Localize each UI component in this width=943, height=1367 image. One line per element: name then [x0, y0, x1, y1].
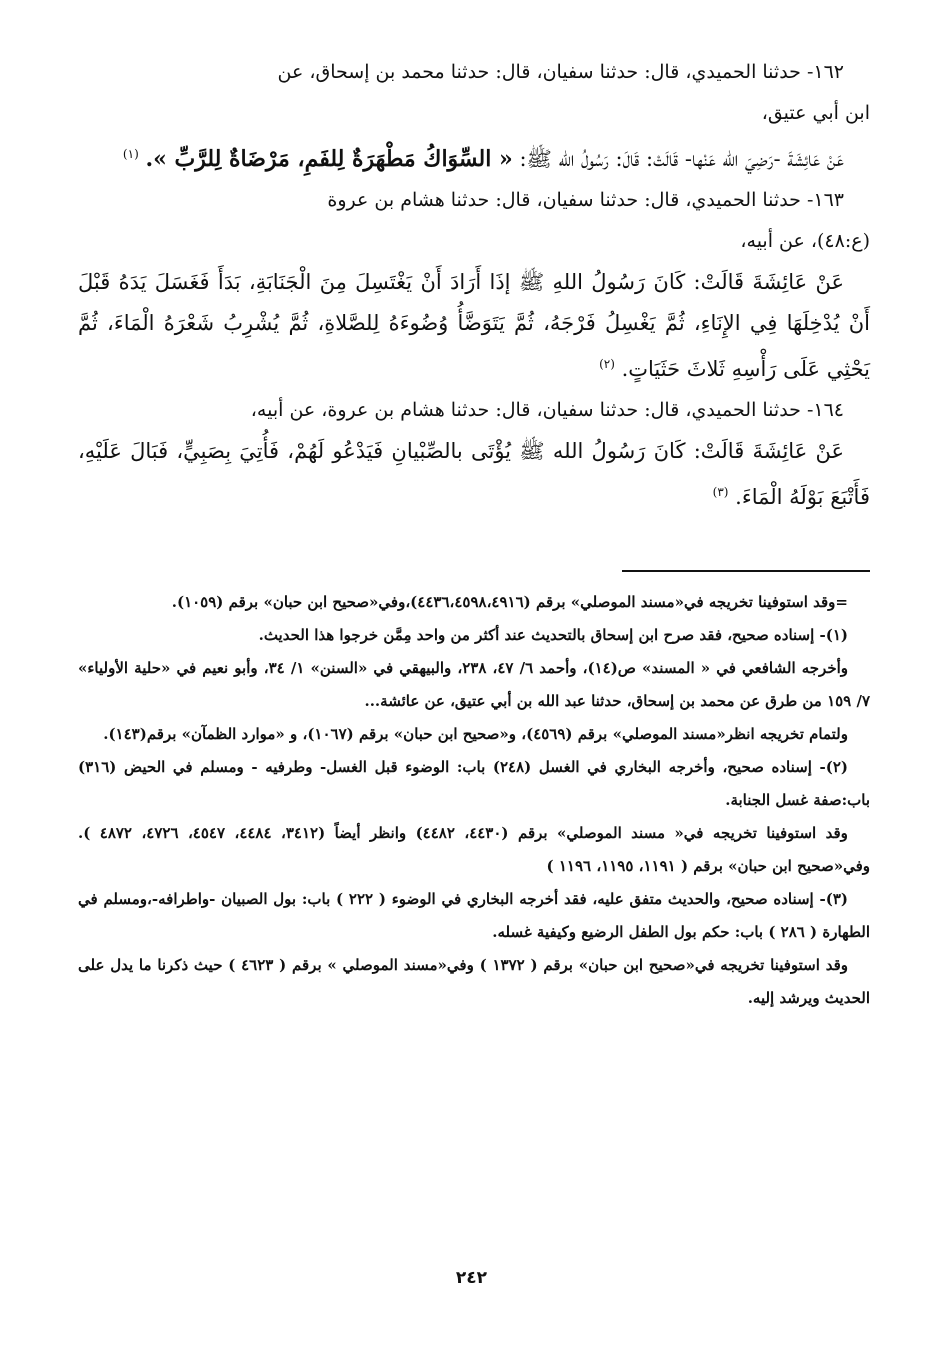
- footnote-divider: [622, 570, 870, 572]
- hadith-164-matn-text: عَنْ عَائِشَةَ قَالَتْ: كَانَ رَسُولُ الله ﷺ يُؤْتَى بالصِّبْيانِ فَيَدْعُو لَهُمْ، فَأُتِيَ بِصَبِيٍّ، فَبَالَ عَلَيْهِ، فَأَتْبَعَ بَوْلَهُ الْمَاءَ.: [78, 439, 870, 509]
- hadith-162-matn-bold: « السِّوَاكُ مَطْهَرَةٌ لِلفَمِ، مَرْضَاةٌ لِلرَّبِّ ».: [145, 146, 513, 172]
- footnote-line: =وقد استوفينا تخريجه في«مسند الموصلي» برقم (٤٤٣٦،٤٥٩٨،٤٩١٦)،وفي«صحيح ابن حبان» برقم (١٠٥٩).: [171, 593, 848, 611]
- hadith-164-footnote-ref: (٣): [712, 485, 729, 499]
- page-body: [78, 52, 870, 1015]
- hadith-164-matn: [78, 431, 870, 518]
- hadith-163-chain: ١٦٣- حدثنا الحميدي، قال: حدثنا سفيان، قال: حدثنا هشام بن عروة: [327, 189, 844, 211]
- footnote-line: ولتمام تخريجه انظر«مسند الموصلي» برقم (٤٥٦٩)، و«صحيح ابن حبان» برقم (١٠٦٧)، و «موارد الظمآن» برقم(١٤٣).: [103, 725, 848, 743]
- page-number: ٢٤٢: [455, 1268, 488, 1288]
- hadith-162-matn-intro: عَنْ عَائِشَةَ -رَضِيَ الله عَنْها- قَالَتْ: قَالَ: رَسُولُ الله ﷺ:: [519, 147, 844, 171]
- footnotes: [78, 586, 870, 1015]
- footnote-divider-wrap: [78, 518, 870, 586]
- footnote-line: (٣)- إسناده صحيح، والحديث متفق عليه، فقد أخرجه البخاري في الوضوء ( ٢٢٢ ) باب: بول الصبيان -واطرافه-،ومسلم في الطهارة ( ٢٨٦ ) باب: حكم بول الطفل الرضيع وكيفية غسله.: [78, 890, 870, 941]
- footnote-line: (١)- إسناده صحيح، فقد صرح ابن إسحاق بالتحديث عند أكثر من واحد مِمَّن خرجوا هذا الحديث.: [258, 626, 848, 644]
- hadith-163-chain-cont: (ع:٤٨)، عن أبيه،: [740, 230, 870, 252]
- footnote-line: وقد استوفينا تخريجه في« مسند الموصلي» برقم (٤٤٣٠، ٤٤٨٢) وانظر أيضاً (٣٤١٢، ٤٤٨٤، ٤٥٤٧، ٤٧٢٦، ٤٨٧٢ ). وفي«صحيح ابن حبان» برقم ( ١١٩١، ١١٩٥، ١١٩٦ ): [78, 824, 870, 875]
- hadith-164-chain: ١٦٤- حدثنا الحميدي، قال: حدثنا سفيان، قال: حدثنا هشام بن عروة، عن أبيه،: [250, 399, 844, 421]
- hadith-163-matn-text: عَنْ عَائِشَةَ قَالَتْ: كَانَ رَسُولُ اللهِ ﷺ إذَا أَرَادَ أَنْ يَغْتَسِلَ مِنَ الْجَنَابَةِ، بَدَأَ فَغَسَلَ يَدَهُ قَبْلَ أَنْ يُدْخِلَهَا فِي الإِنَاءِ، ثُمَّ يَغْسِلُ فَرْجَهُ، ثُمَّ يَتَوَضَّأُ وُضُوءَهُ لِلصَّلاةِ، ثُمَّ يُشْرِبُ شَعْرَهُ الْمَاءَ، ثُمَّ يَحْثِي عَلَى رَأْسِهِ ثَلاثَ حَثَيَاتٍ.: [78, 270, 870, 381]
- hadith-162-chain: ١٦٢- حدثنا الحميدي، قال: حدثنا سفيان، قال: حدثنا محمد بن إسحاق، عن: [277, 61, 844, 83]
- hadith-162-chain-cont: ابن أبي عتيق،: [761, 102, 870, 124]
- hadith-163-matn: [78, 262, 870, 390]
- footnote-line: (٢)- إسناده صحيح، وأخرجه البخاري في الغسل (٢٤٨) باب: الوضوء قبل الغسل- وطرفيه - ومسلم في الحيض (٣١٦) باب:صفة غسل الجنابة.: [78, 758, 870, 809]
- hadith-162-footnote-ref: (١): [122, 147, 139, 161]
- hadith-163-footnote-ref: (٢): [599, 357, 615, 371]
- footnote-line: وأخرجه الشافعي في « المسند» ص(١٤)، وأحمد ٦/ ٤٧، ٢٣٨، والبيهقي في «السنن» ١/ ٣٤، وأبو نعيم في «حلية الأولياء» ٧/ ١٥٩ من طرق عن محمد بن إسحاق، حدثنا عبد الله بن أبي عتيق، عن عائشة...: [78, 659, 870, 710]
- footnote-line: وقد استوفينا تخريجه في«صحيح ابن حبان» برقم ( ١٣٧٢ ) وفي«مسند الموصلي » برقم ( ٤٦٢٣ ) حيث ذكرنا ما يدل على الحديث ويرشد إليه.: [78, 956, 870, 1007]
- hadith-162-matn: [78, 134, 870, 180]
